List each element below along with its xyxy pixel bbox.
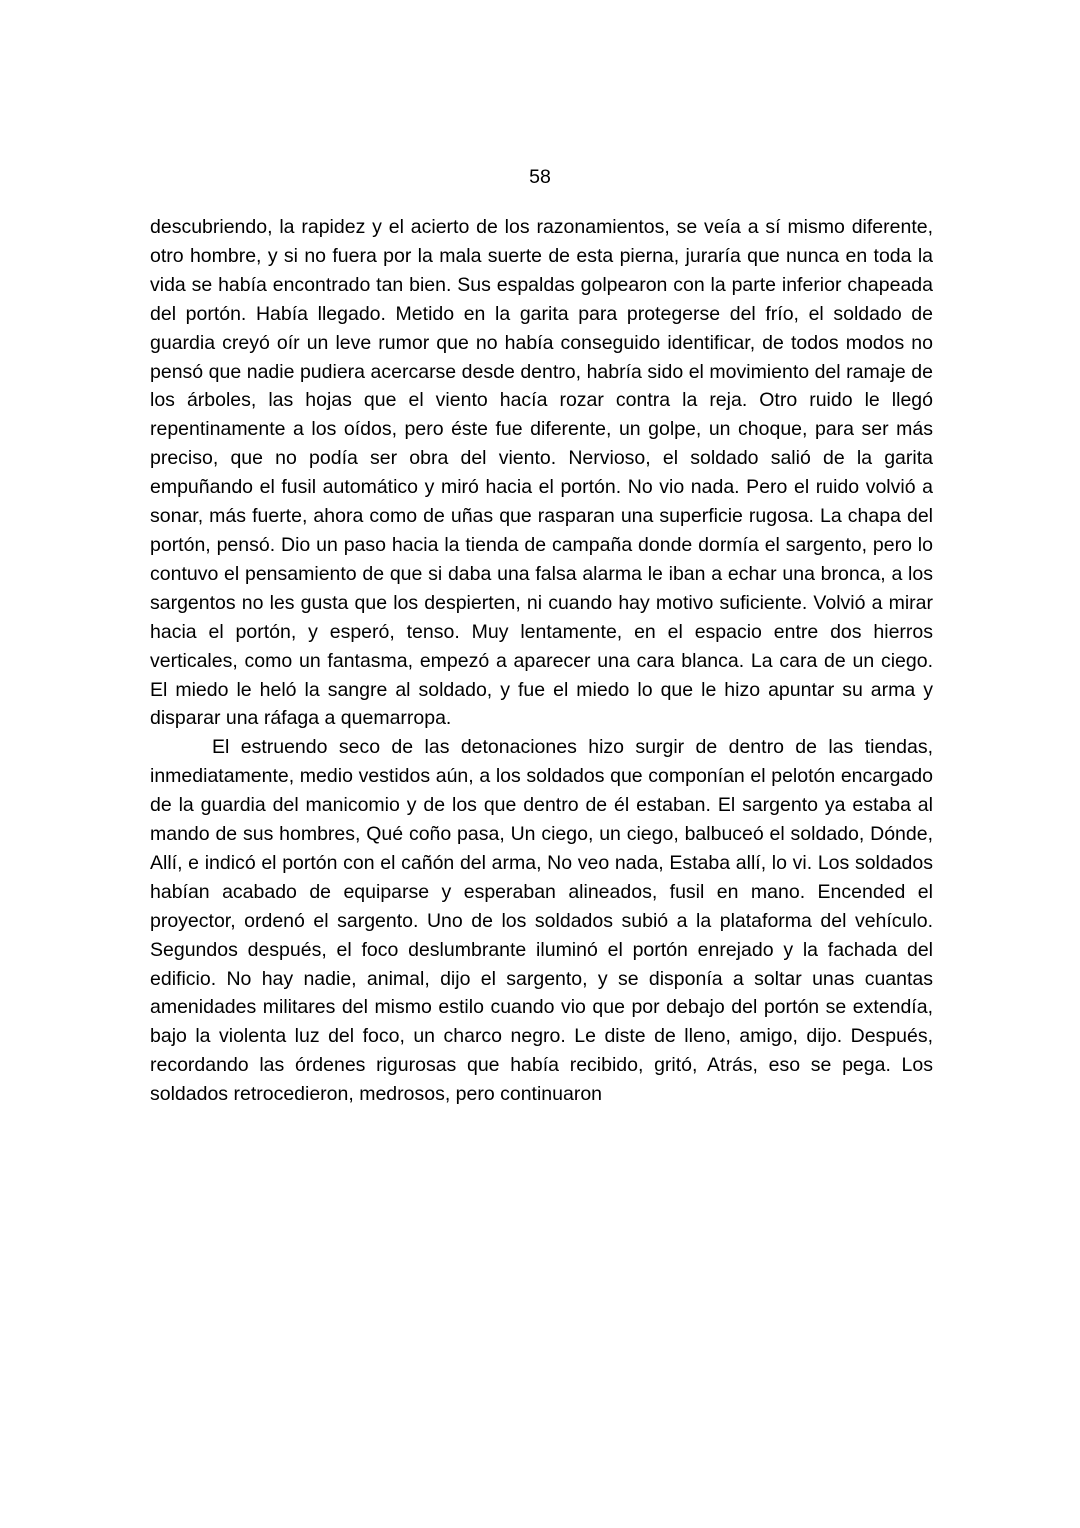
paragraph: El estruendo seco de las detonaciones hizo surgir de dentro de las tiendas, inmediatamente, medio vestidos aún, a los soldados que componían el pelotón encargado de la guardia del manicomio y de los que dentro de él estaban. El sargento ya estaba al mando de sus hombres, Qué coño pasa, Un ciego, un ciego, balbuceó el soldado, Dónde, Allí, e indicó el portón con el cañón del arma, No veo nada, Estaba allí, lo vi. Los soldados habían acabado de equiparse y esperaban alineados, fusil en mano. Encended el proyector, ordenó el sargento. Uno de los soldados subió a la plataforma del vehículo. Segundos después, el foco deslumbrante iluminó el portón enrejado y la fachada del edificio. No hay nadie, animal, dijo el sargento, y se disponía a soltar unas cuantas amenidades militares del mismo estilo cuando vio que por debajo del portón se extendía, bajo la violenta luz del foco, un charco negro. Le diste de lleno, amigo, dijo. Después, recordando las órdenes rigurosas que había recibido, gritó, Atrás, eso se pega. Los soldados retrocedieron, medrosos, pero continuaron <box>150 736 933 1106</box>
paragraph: descubriendo, la rapidez y el acierto de los razonamientos, se veía a sí mismo diferente, otro hombre, y si no fuera por la mala suerte de esta pierna, juraría que nunca en toda la vida se había encontrado tan bien. Sus espaldas golpearon con la parte inferior chapeada del portón. Había llegado. Metido en la garita para protegerse del frío, el soldado de guardia creyó oír un leve rumor que no había conseguido identificar, de todos modos no pensó que nadie pudiera acercarse desde dentro, habría sido el movimiento del ramaje de los árboles, las hojas que el viento hacía rozar contra la reja. Otro ruido le llegó repentinamente a los oídos, pero éste fue diferente, un golpe, un choque, para ser más preciso, que no podía ser obra del viento. Nervioso, el soldado salió de la garita empuñando el fusil automático y miró hacia el portón. No vio nada. Pero el ruido volvió a sonar, más fuerte, ahora como de uñas que rasparan una superficie rugosa. La chapa del portón, pensó. Dio un paso hacia la tienda de campaña donde dormía el sargento, pero lo contuvo el pensamiento de que si daba una falsa alarma le iban a echar una bronca, a los sargentos no les gusta que los despierten, ni cuando hay motivo suficiente. Volvió a mirar hacia el portón, y esperó, tenso. Muy lentamente, en el espacio entre dos hierros verticales, como un fantasma, empezó a aparecer una cara blanca. La cara de un ciego. El miedo le heló la sangre al soldado, y fue el miedo lo que le hizo apuntar su arma y disparar una ráfaga a quemarropa. <box>150 216 933 730</box>
page-number: 58 <box>529 166 551 188</box>
text-block <box>150 213 933 1109</box>
